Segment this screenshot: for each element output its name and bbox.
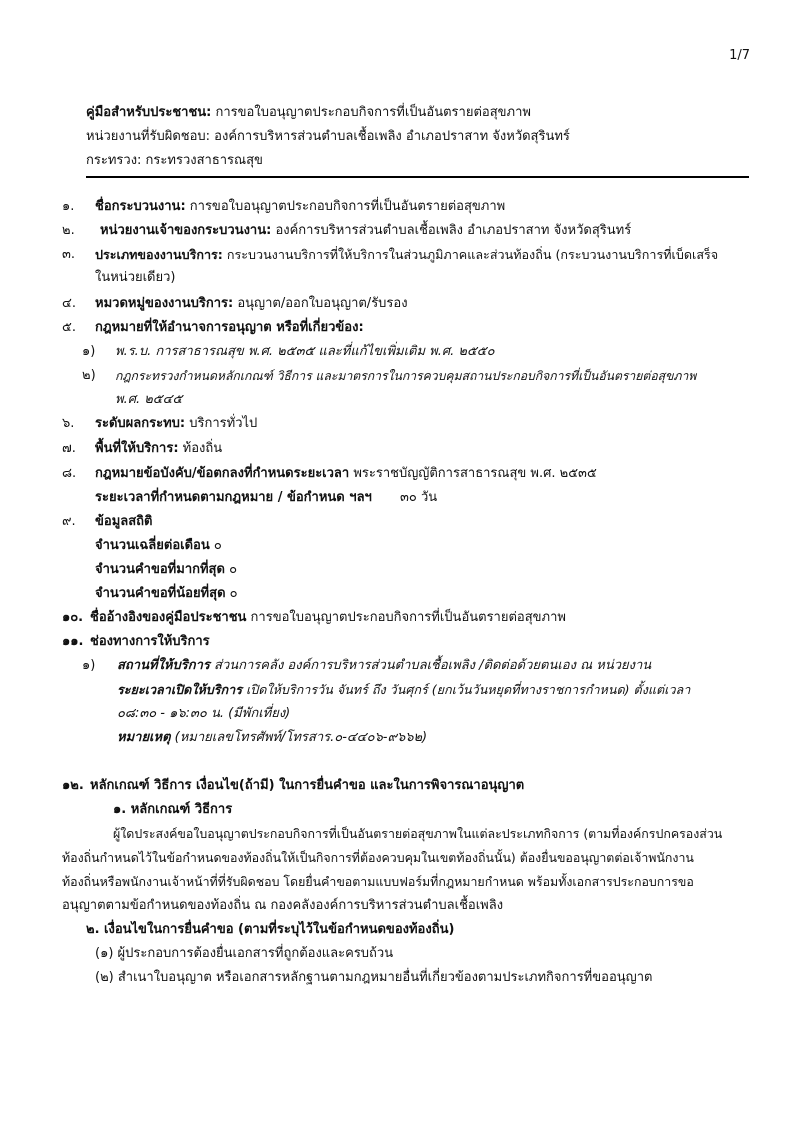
section-10-value: การขอใบอนุญาตประกอบกิจการที่เป็นอันตรายต่อสุขภาพ [246, 610, 566, 625]
section-3-label: ประเภทของงานบริการ: [95, 247, 223, 262]
section-10 [90, 609, 566, 627]
section-3-continuation: ในหน่วยเดียว) [95, 270, 176, 285]
stat-average [95, 537, 222, 555]
section-1-number: ๑. [62, 199, 75, 214]
section-8-label: กฎหมายข้อบังคับ/ข้อตกลงที่กำหนดระยะเวลา [95, 466, 350, 481]
section-12-2-heading: ๒. เงื่อนไขในการยื่นคำขอ (ตามที่ระบุไว้ในข้อกำหนดของท้องถิ่น) [86, 922, 455, 937]
ministry-value: กระทรวงสาธารณสุข [141, 153, 263, 168]
stat-min [95, 585, 238, 603]
stat-average-label: จำนวนเฉลี่ยต่อเดือน [95, 538, 210, 553]
section-4-value: อนุญาต/ออกใบอนุญาต/รับรอง [233, 296, 408, 311]
service-note-value: (หมายเลขโทรศัพท์/โทรสาร.๐-๔๔๐๖-๙๖๖๒) [170, 730, 428, 745]
manual-title-value: การขอใบอนุญาตประกอบกิจการที่เป็นอันตรายต่อสุขภาพ [211, 105, 531, 120]
section-11-number: ๑๑. [62, 634, 84, 649]
section-10-number: ๑๐. [62, 610, 84, 625]
section-5-2-text: กฎกระทรวงกำหนดหลักเกณฑ์ วิธีการ และมาตรการในการควบคุมสถานประกอบกิจการที่เป็นอันตรายต่อสุขภาพ [115, 369, 697, 383]
stat-max-label: จำนวนคำขอที่มากที่สุด [95, 562, 225, 577]
section-4-label: หมวดหมู่ของงานบริการ: [95, 296, 234, 311]
section-3-number: ๓. [62, 247, 76, 262]
section-6-value: บริการทั่วไป [185, 416, 258, 431]
service-location [117, 657, 651, 675]
section-5-number: ๕. [62, 320, 76, 335]
section-5-2-continuation: พ.ศ. ๒๕๔๕ [115, 392, 183, 407]
section-11-1-number: ๑) [82, 658, 96, 673]
section-3 [95, 246, 718, 264]
service-location-value: ส่วนการคลัง องค์การบริหารส่วนตำบลเชื้อเพลิง /ติดต่อด้วยตนเอง ณ หน่วยงาน [209, 658, 652, 673]
criteria-paragraph-line-4: อนุญาตตามข้อกำหนดของท้องถิ่น ณ กองคลังองค์การบริหารส่วนตำบลเชื้อเพลิง [62, 898, 504, 913]
section-9-number: ๙. [62, 514, 76, 529]
section-11-label: ช่องทางการให้บริการ [90, 634, 210, 649]
service-note-label: หมายเหตุ [117, 730, 171, 745]
section-5-1-number: ๑) [82, 344, 96, 359]
section-8-period-value: ๓๐ วัน [400, 490, 438, 505]
section-5-2-number: ๒) [82, 368, 96, 383]
section-6 [95, 415, 257, 433]
criteria-paragraph-line-1: ผู้ใดประสงค์ขอใบอนุญาตประกอบกิจการที่เป็นอันตรายต่อสุขภาพในแต่ละประเภทกิจการ (ตามที่องค์กรปกครองส่วน [113, 826, 723, 841]
section-2-label: หน่วยงานเจ้าของกระบวนงาน: [100, 223, 272, 238]
responsible-agency [86, 125, 570, 146]
section-8-value: พระราชบัญญัติการสาธารณสุข พ.ศ. ๒๕๓๕ [349, 466, 597, 481]
section-5-label: กฎหมายที่ให้อำนาจการอนุญาต หรือที่เกี่ยวข้อง: [95, 320, 364, 335]
section-2-value: องค์การบริหารส่วนตำบลเชื้อเพลิง อำเภอปราสาท จังหวัดสุรินทร์ [271, 223, 632, 238]
service-hours-continuation: ๐๘:๓๐ - ๑๖:๓๐ น. (มีพักเที่ยง) [117, 706, 291, 721]
section-1 [95, 198, 505, 216]
service-location-label: สถานที่ให้บริการ [117, 658, 210, 673]
section-1-label: ชื่อกระบวนงาน: [95, 199, 186, 214]
section-8-number: ๘. [62, 466, 77, 481]
agency-label: หน่วยงานที่รับผิดชอบ: [86, 129, 211, 144]
section-10-label: ชื่ออ้างอิงของคู่มือประชาชน [90, 610, 247, 625]
service-hours-label: ระยะเวลาเปิดให้บริการ [117, 682, 242, 697]
stat-max-value: ๐ [229, 562, 238, 577]
criteria-paragraph-line-3: ท้องถิ่นหรือพนักงานเจ้าหน้าที่ที่รับผิดชอบ โดยยื่นคำขอตามแบบฟอร์มที่กฎหมายกำหนด พร้อมทั้งเอกสารประกอบการขอ [62, 874, 694, 889]
service-note [117, 729, 427, 747]
section-4 [95, 295, 408, 313]
stat-average-value: ๐ [213, 538, 222, 553]
section-2 [100, 222, 631, 240]
section-7-label: พื้นที่ให้บริการ: [95, 441, 179, 456]
section-6-label: ระดับผลกระทบ: [95, 416, 186, 431]
stat-min-label: จำนวนคำขอที่น้อยที่สุด [95, 586, 226, 601]
service-hours [117, 681, 690, 699]
section-12-number: ๑๒. [62, 778, 84, 793]
section-12-1-heading: ๑. หลักเกณฑ์ วิธีการ [113, 802, 233, 817]
stat-min-value: ๐ [229, 586, 238, 601]
header-divider [86, 176, 749, 178]
section-4-number: ๔. [62, 296, 76, 311]
section-8 [95, 465, 597, 483]
section-6-number: ๖. [62, 416, 75, 431]
section-12-label: หลักเกณฑ์ วิธีการ เงื่อนไข(ถ้ามี) ในการยื่นคำขอ และในการพิจารณาอนุญาต [90, 778, 525, 793]
section-3-value: กระบวนงานบริการที่ให้บริการในส่วนภูมิภาคและส่วนท้องถิ่น (กระบวนงานบริการที่เบ็ดเสร็จ [222, 247, 719, 262]
condition-1: (๑) ผู้ประกอบการต้องยื่นเอกสารที่ถูกต้องและครบถ้วน [95, 946, 394, 961]
page-number: 1/7 [729, 48, 750, 63]
section-5-1-text: พ.ร.บ. การสาธารณสุข พ.ศ. ๒๕๓๕ และที่แก้ไขเพิ่มเติม พ.ศ. ๒๕๕๐ [115, 344, 495, 359]
section-1-value: การขอใบอนุญาตประกอบกิจการที่เป็นอันตรายต่อสุขภาพ [185, 199, 506, 214]
criteria-paragraph-line-2: ท้องถิ่นกำหนดไว้ในข้อกำหนดของท้องถิ่นให้เป็นกิจการที่ต้องควบคุมในเขตท้องถิ่นนั้น) ต้องยื่นขออนุญาตต่อเจ้าพนักงาน [62, 850, 694, 865]
section-7-value: ท้องถิ่น [178, 441, 223, 456]
ministry [86, 149, 263, 170]
condition-2: (๒) สำเนาใบอนุญาต หรือเอกสารหลักฐานตามกฎหมายอื่นที่เกี่ยวข้องตามประเภทกิจการที่ขออนุญาต [95, 970, 653, 985]
ministry-label: กระทรวง: [86, 153, 142, 168]
section-9-label: ข้อมูลสถิติ [95, 514, 153, 529]
section-7 [95, 440, 222, 458]
section-7-number: ๗. [62, 441, 76, 456]
stat-max [95, 561, 237, 579]
agency-value: องค์การบริหารส่วนตำบลเชื้อเพลิง อำเภอปราสาท จังหวัดสุรินทร์ [210, 129, 570, 144]
section-2-number: ๒. [62, 223, 75, 238]
manual-title-label: คู่มือสำหรับประชาชน: [86, 105, 212, 120]
service-hours-value: เปิดให้บริการวัน จันทร์ ถึง วันศุกร์ (ยกเว้นวันหยุดที่ทางราชการกำหนด) ตั้งแต่เวลา [241, 682, 691, 697]
manual-title [86, 101, 531, 122]
section-8-period-label: ระยะเวลาที่กำหนดตามกฎหมาย / ข้อกำหนด ฯลฯ [95, 490, 372, 505]
